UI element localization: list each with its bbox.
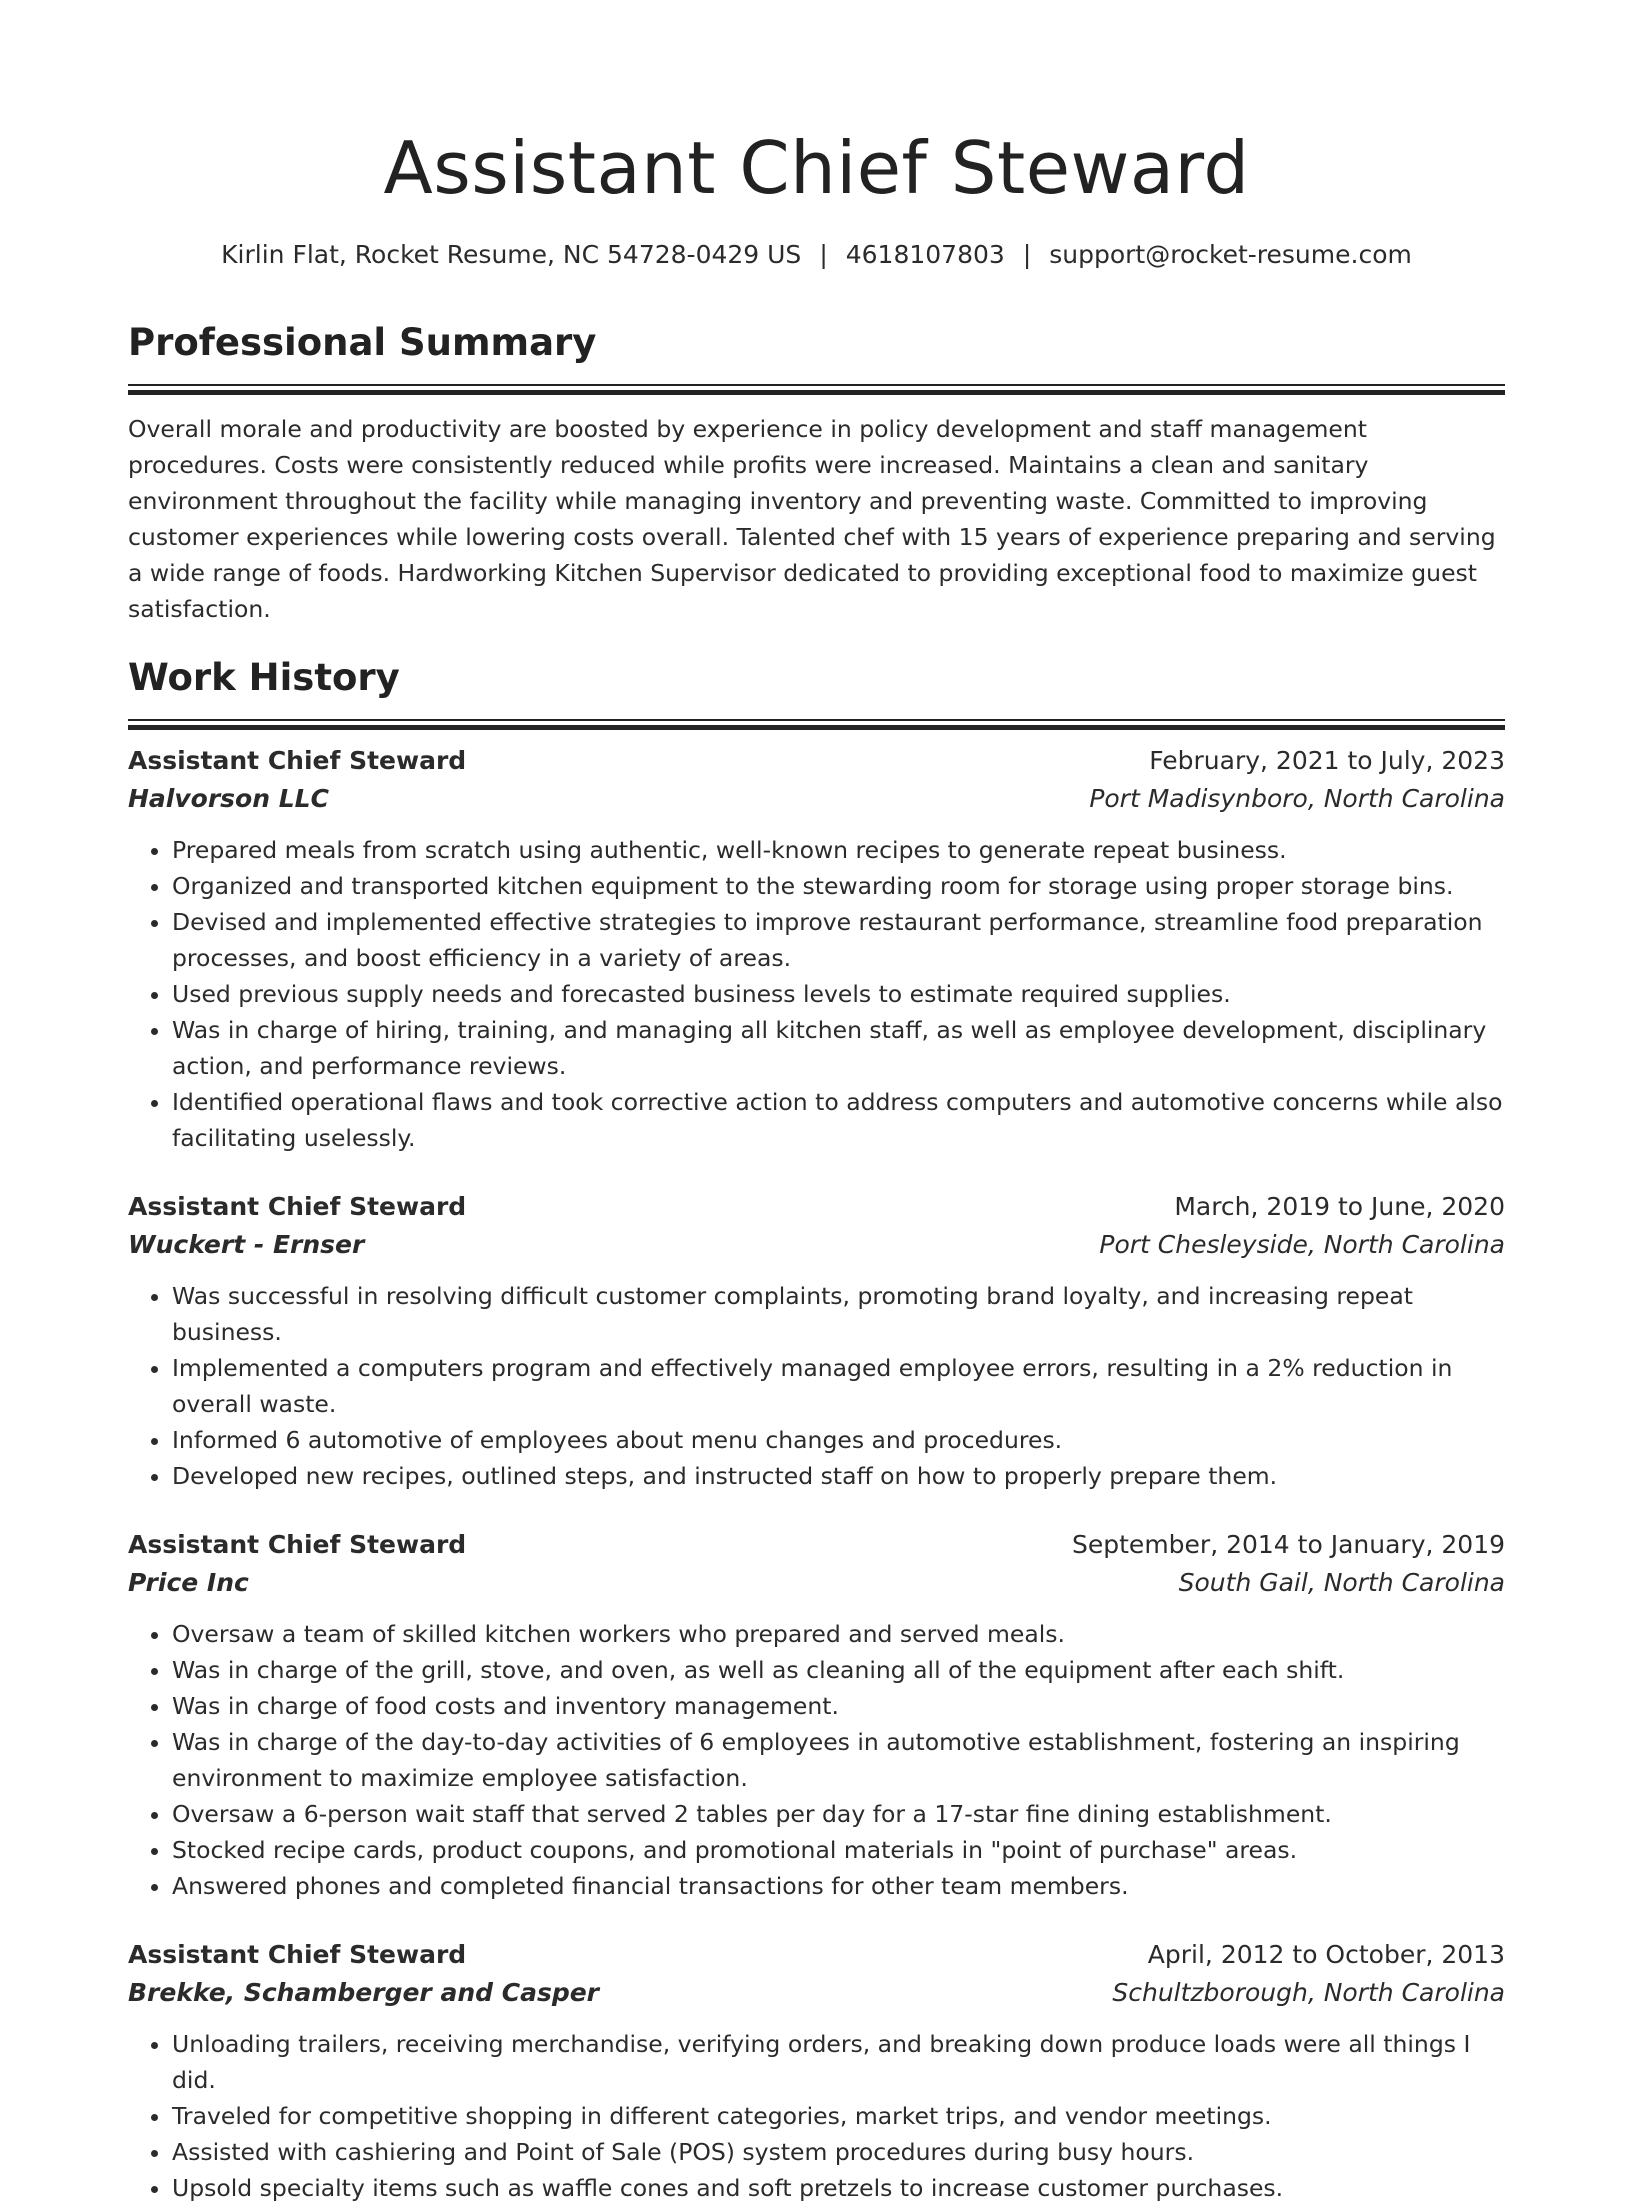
job-bullet: • Traveled for competitive shopping in different categories, market trips, and vendor meetings.: [172, 2098, 1505, 2134]
contact-separator: |: [819, 240, 828, 269]
section-title: Professional Summary: [128, 321, 597, 364]
job-company: Halvorson LLC: [128, 784, 329, 813]
job-subheader-row: [128, 780, 1505, 818]
job-location: South Gail, North Carolina: [1178, 1568, 1505, 1597]
resume-page: [128, 0, 1505, 2206]
job-header-row: [128, 1936, 1505, 1974]
job-title: Assistant Chief Steward: [128, 1530, 467, 1559]
job-bullet: • Organized and transported kitchen equipment to the stewarding room for storage using proper storage bins.: [172, 868, 1505, 904]
job-bullet: • Identified operational flaws and took corrective action to address computers and automotive concerns while also facilitating uselessly.: [172, 1084, 1505, 1156]
job-header-row: [128, 1526, 1505, 1564]
job-entry: [128, 742, 1505, 1156]
job-bullet: • Used previous supply needs and forecasted business levels to estimate required supplies.: [172, 976, 1505, 1012]
job-bullet: • Was in charge of hiring, training, and managing all kitchen staff, as well as employee development, disciplinary action, and performance reviews.: [172, 1012, 1505, 1084]
job-location: Schultzborough, North Carolina: [1112, 1978, 1505, 2007]
job-location: Port Chesleyside, North Carolina: [1099, 1230, 1505, 1259]
job-bullet-list: [128, 1278, 1505, 1494]
contact-phone: 4618107803: [845, 240, 1005, 269]
job-title: Assistant Chief Steward: [128, 1192, 467, 1221]
job-bullet-list: [128, 1616, 1505, 1904]
job-bullet: • Was in charge of the grill, stove, and oven, as well as cleaning all of the equipment after each shift.: [172, 1652, 1505, 1688]
work-history-section: [128, 653, 1505, 2206]
job-bullet: • Was in charge of the day-to-day activities of 6 employees in automotive establishment, fostering an inspiring environment to maximize employee satisfaction.: [172, 1724, 1505, 1796]
job-header-row: [128, 742, 1505, 780]
job-title: Assistant Chief Steward: [128, 746, 467, 775]
job-header-row: [128, 1188, 1505, 1226]
job-location: Port Madisynboro, North Carolina: [1089, 784, 1505, 813]
job-bullet: • Was successful in resolving difficult customer complaints, promoting brand loyalty, and increasing repeat business.: [172, 1278, 1505, 1350]
job-bullet: • Answered phones and completed financial transactions for other team members.: [172, 1868, 1505, 1904]
job-company: Price Inc: [128, 1568, 249, 1597]
job-bullet: • Devised and implemented effective strategies to improve restaurant performance, streamline food preparation processes, and boost efficiency in a variety of areas.: [172, 904, 1505, 976]
job-bullet: • Oversaw a 6-person wait staff that served 2 tables per day for a 17-star fine dining establishment.: [172, 1796, 1505, 1832]
job-bullet: • Unloading trailers, receiving merchandise, verifying orders, and breaking down produce loads were all things I did.: [172, 2026, 1505, 2098]
job-subheader-row: [128, 1974, 1505, 2012]
job-bullet-list: [128, 2026, 1505, 2206]
job-title: Assistant Chief Steward: [128, 1940, 467, 1969]
job-entry: [128, 1936, 1505, 2206]
job-entry: [128, 1526, 1505, 1904]
contact-separator: |: [1022, 240, 1032, 269]
job-bullet: • Developed new recipes, outlined steps, and instructed staff on how to properly prepare them.: [172, 1458, 1505, 1494]
job-bullet: • Oversaw a team of skilled kitchen workers who prepared and served meals.: [172, 1616, 1505, 1652]
contact-line: [128, 238, 1505, 272]
professional-summary-section: [128, 318, 1505, 627]
section-divider: [128, 719, 1505, 730]
job-dates: February, 2021 to July, 2023: [1149, 746, 1505, 775]
contact-address: Kirlin Flat, Rocket Resume, NC 54728-0429 US: [221, 240, 802, 269]
job-dates: March, 2019 to June, 2020: [1174, 1192, 1505, 1221]
section-divider: [128, 384, 1505, 395]
job-bullet: • Prepared meals from scratch using authentic, well-known recipes to generate repeat business.: [172, 832, 1505, 868]
summary-text: Overall morale and productivity are boosted by experience in policy development and staff management procedures. Costs were consistently reduced while profits were increased. Maintains a clean and sanitary environment throughout the facility while managing inventory and preventing waste. Committed to improving customer experiences while lowering costs overall. Talented chef with 15 years of experience preparing and serving a wide range of foods. Hardworking Kitchen Supervisor dedicated to providing exceptional food to maximize guest satisfaction.: [128, 415, 1496, 623]
contact-email: support@rocket-resume.com: [1049, 240, 1412, 269]
job-bullet: • Was in charge of food costs and inventory management.: [172, 1688, 1505, 1724]
job-company: Wuckert - Ernser: [128, 1230, 365, 1259]
job-bullet: • Upsold specialty items such as waffle cones and soft pretzels to increase customer purchases.: [172, 2170, 1505, 2206]
job-bullet: • Informed 6 automotive of employees about menu changes and procedures.: [172, 1422, 1505, 1458]
job-bullet: • Stocked recipe cards, product coupons, and promotional materials in "point of purchase" areas.: [172, 1832, 1505, 1868]
job-company: Brekke, Schamberger and Casper: [128, 1978, 600, 2007]
resume-name: Assistant Chief Steward: [383, 126, 1250, 210]
job-bullet-list: [128, 832, 1505, 1156]
job-subheader-row: [128, 1226, 1505, 1264]
job-subheader-row: [128, 1564, 1505, 1602]
job-entry: [128, 1188, 1505, 1494]
job-bullet: • Implemented a computers program and effectively managed employee errors, resulting in a 2% reduction in overall waste.: [172, 1350, 1505, 1422]
job-dates: September, 2014 to January, 2019: [1072, 1530, 1505, 1559]
job-bullet: • Assisted with cashiering and Point of Sale (POS) system procedures during busy hours.: [172, 2134, 1505, 2170]
job-dates: April, 2012 to October, 2013: [1147, 1940, 1505, 1969]
section-title: Work History: [128, 656, 400, 699]
